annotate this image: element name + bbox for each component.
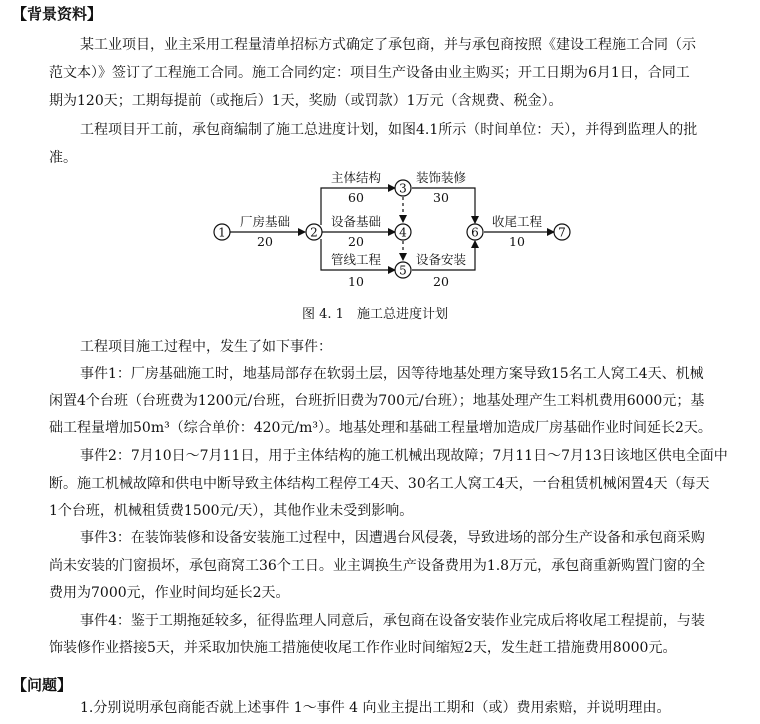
svg-text:5: 5: [399, 263, 407, 278]
svg-text:1: 1: [218, 225, 226, 240]
activity-duration-finishing: 10: [509, 234, 525, 249]
event4-line2: 饰装修作业搭接5天，并采取加快施工措施使收尾工作作业时间缩短2天，发生赶工措施费用8000元。: [49, 640, 677, 656]
event3-line1: 事件3：在装饰装修和设备安装施工过程中，因遭遇台风侵袭，导致进场的部分生产设备和承包商采购: [80, 530, 705, 546]
activity-duration-equipment-install: 20: [433, 274, 449, 289]
activity-duration-decoration: 30: [433, 190, 449, 205]
node-2: [306, 224, 322, 240]
questions-heading: 【问题】: [12, 676, 73, 694]
node-6: [467, 224, 483, 240]
figure-caption: 图 4. 1 施工总进度计划: [302, 307, 448, 322]
svg-text:4: 4: [399, 225, 407, 240]
svg-text:7: 7: [558, 225, 566, 240]
background-p2-line1: 工程项目开工前，承包商编制了施工总进度计划，如图4.1所示（时间单位：天），并得到监理人的批: [80, 122, 698, 138]
event2-line2: 断。施工机械故障和供电中断导致主体结构工程停工4天、30名工人窝工4天，一台租赁机械闲置4天（每天: [49, 476, 710, 492]
node-5: [395, 262, 411, 278]
svg-text:2: 2: [310, 225, 318, 240]
event3-line3: 费用为7000元，作业时间均延长2天。: [49, 585, 290, 601]
activity-name-equipment-foundation: 设备基础: [330, 214, 382, 229]
activity-name-pipeline: 管线工程: [330, 252, 382, 267]
event3-line2: 尚未安装的门窗损坏，承包商窝工36个工日。业主调换生产设备费用为1.8万元，承包商重新购置门窗的全: [49, 558, 706, 574]
event1-line2: 闲置4个台班（台班费为1200元/台班，台班折旧费为700元/台班）；地基处理产生工料机费用6000元；基: [49, 393, 705, 409]
activity-name-equipment-install: 设备安装: [415, 252, 467, 267]
activity-duration-equipment-foundation: 20: [348, 234, 364, 249]
node-4: [395, 224, 411, 240]
event1-line1: 事件1：厂房基础施工时，地基局部存在软弱土层，因等待地基处理方案导致15名工人窝工4天、机械: [80, 366, 704, 382]
events-intro: 工程项目施工过程中，发生了如下事件：: [80, 339, 332, 355]
background-p1-line1: 某工业项目，业主采用工程量清单招标方式确定了承包商，并与承包商按照《建设工程施工合同（示: [80, 37, 696, 53]
event2-line3: 1个台班，机械租赁费1500元/天），其他作业未受到影响。: [49, 503, 414, 519]
node-3: [395, 180, 411, 196]
svg-text:3: 3: [399, 181, 407, 196]
event2-line1: 事件2：7月10日～7月11日，用于主体结构的施工机械出现故障；7月11日～7月13日该地区供电全面中: [80, 448, 728, 464]
background-p1-line3: 期为120天；工期每提前（或拖后）1天，奖励（或罚款）1万元（含规费、税金）。: [49, 93, 563, 109]
activity-duration-factory-foundation: 20: [257, 234, 273, 249]
svg-text:6: 6: [471, 225, 479, 240]
background-p1-line2: 范文本）》签订了工程施工合同。施工合同约定：项目生产设备由业主购买；开工日期为6月1日，合同工: [49, 65, 690, 81]
activity-name-finishing: 收尾工程: [491, 214, 543, 229]
event4-line1: 事件4：鉴于工期拖延较多，征得监理人同意后，承包商在设备安装作业完成后将收尾工程提前，与装: [80, 613, 705, 629]
network-diagram: [0, 165, 760, 305]
activity-duration-pipeline: 10: [348, 274, 364, 289]
activity-duration-main-structure: 60: [348, 190, 364, 205]
node-1: [214, 224, 230, 240]
activity-name-factory-foundation: 厂房基础: [239, 214, 291, 229]
background-p2-line2: 准。: [49, 150, 77, 166]
background-heading: 【背景资料】: [12, 5, 103, 23]
node-7: [554, 224, 570, 240]
question-1: 1.分别说明承包商能否就上述事件 1～事件 4 向业主提出工期和（或）费用索赔，并说明理由。: [80, 700, 671, 716]
event1-line3: 础工程量增加50m³（综合单价：420元/m³）。地基处理和基础工程量增加造成厂房基础作业时间延长2天。: [49, 420, 712, 436]
activity-name-decoration: 装饰装修: [415, 170, 467, 185]
activity-name-main-structure: 主体结构: [330, 170, 382, 185]
